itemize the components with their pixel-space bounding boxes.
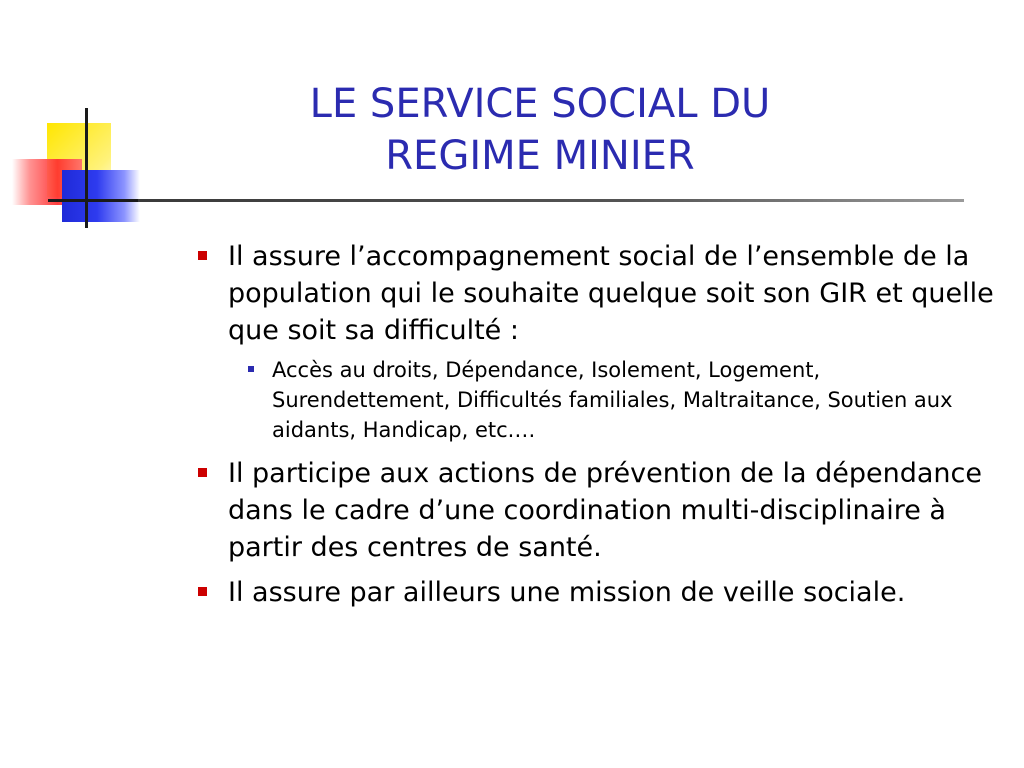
square-bullet-icon (198, 468, 207, 477)
title-divider (138, 199, 964, 202)
logo-horizontal-line (48, 199, 138, 202)
logo-blue-square (62, 170, 140, 222)
bullet-item (196, 238, 996, 349)
bullet-item (196, 455, 996, 566)
square-bullet-icon (198, 251, 207, 260)
title-line-2: REGIME MINIER (385, 133, 695, 179)
title-line-1: LE SERVICE SOCIAL DU (309, 81, 771, 127)
decorative-logo (0, 0, 160, 240)
slide-title (240, 78, 840, 182)
bullet-text: Il assure l’accompagnement social de l’ensemble de la population qui le souhaite quelque soit son GIR et quelle que soit sa difficulté : (228, 241, 994, 346)
sub-bullet-item (196, 355, 996, 445)
logo-vertical-line (85, 108, 88, 228)
sub-bullet-text: Accès au droits, Dépendance, Isolement, Logement, Surendettement, Difficultés familiales, Maltraitance, Soutien aux aidants, Handicap, etc.… (272, 358, 953, 442)
bullet-text: Il assure par ailleurs une mission de veille sociale. (228, 577, 906, 608)
square-bullet-icon (198, 587, 207, 596)
slide-body (196, 238, 996, 619)
square-bullet-icon (248, 366, 254, 372)
bullet-item (196, 574, 996, 611)
bullet-text: Il participe aux actions de prévention de la dépendance dans le cadre d’une coordination multi-disciplinaire à partir des centres de santé. (228, 458, 982, 563)
